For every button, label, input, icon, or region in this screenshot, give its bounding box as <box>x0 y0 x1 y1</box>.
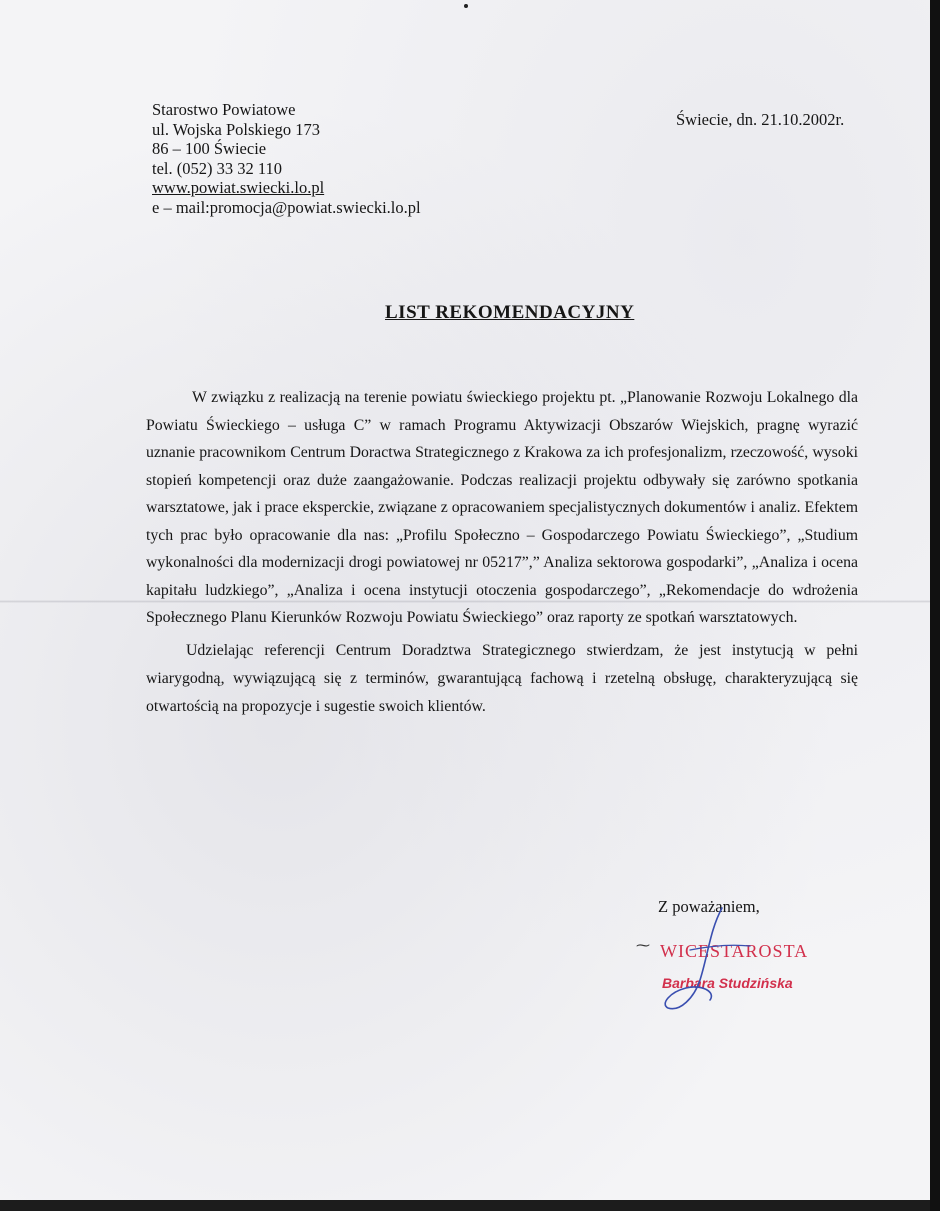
sender-postal: 86 – 100 Świecie <box>152 139 267 158</box>
sender-email: e – mail:promocja@powiat.swiecki.lo.pl <box>152 197 421 217</box>
body-paragraph-2: Udzielając referencji Centrum Doradztwa Strategicznego stwierdzam, że jest instytucją w pełni wiarygodną, wywiązującą się z terminów, gwarantującą fachową i rzetelną obsługę, charakteryzującą się otwartością na propozycje i sugestie swoich klientów. <box>146 641 858 715</box>
stamp-mark: ⁓ <box>636 939 650 954</box>
body-paragraph-1: W związku z realizacją na terenie powiatu świeckiego projektu pt. „Planowanie Rozwoju Lokalnego dla Powiatu Świeckiego – usługa C” w ramach Programu Aktywizacji Obszarów Wiejskich, pragnę wyrazić uznanie pracownikom Centrum Doractwa Strategicznego z Krakowa za ich profesjonalizm, rzeczowość, wysoki stopień kompetencji oraz duże zaangażowanie. Podczas realizacji projektu odbywały się zarówno spotkania warsztatowe, jak i prace eksperckie, związane z opracowaniem specjalistycznych dokumentów i analiz. Efektem tych prac było opracowanie dla nas: „Profilu Społeczno – Gospodarczego Powiatu Świeckiego”, „Studium wykonalności dla modernizacji drogi powiatowej nr 05217”,” Analiza sektorowa gospodarki”, „Analiza i ocena kapitału ludzkiego”, „Analiza i ocena instytucji otoczenia gospodarczego”, „Rekomendacje do wdrożenia Społecznego Planu Kierunków Rozwoju Powiatu Świeckiego” oraz raporty ze spotkań warsztatowych. <box>146 389 858 626</box>
sender-name: Starostwo Powiatowe <box>152 100 296 119</box>
letter-body <box>146 384 858 721</box>
sender-website-link[interactable]: www.powiat.swiecki.lo.pl <box>152 178 325 197</box>
scan-edge-shadow <box>930 0 940 1211</box>
sender-address-block <box>152 100 421 217</box>
punch-dot <box>464 4 468 8</box>
stamp-name: Barbara Studzińska <box>662 975 793 991</box>
sender-street: ul. Wojska Polskiego 173 <box>152 119 320 139</box>
letter-title: LIST REKOMENDACYJNY <box>385 302 635 323</box>
handwritten-signature <box>650 900 770 1020</box>
sender-phone: tel. (052) 33 32 110 <box>152 158 282 178</box>
stamp-title: WICESTAROSTA <box>660 941 809 961</box>
closing-salutation: Z poważaniem, <box>658 897 760 916</box>
letter-date: Świecie, dn. 21.10.2002r. <box>676 110 845 129</box>
